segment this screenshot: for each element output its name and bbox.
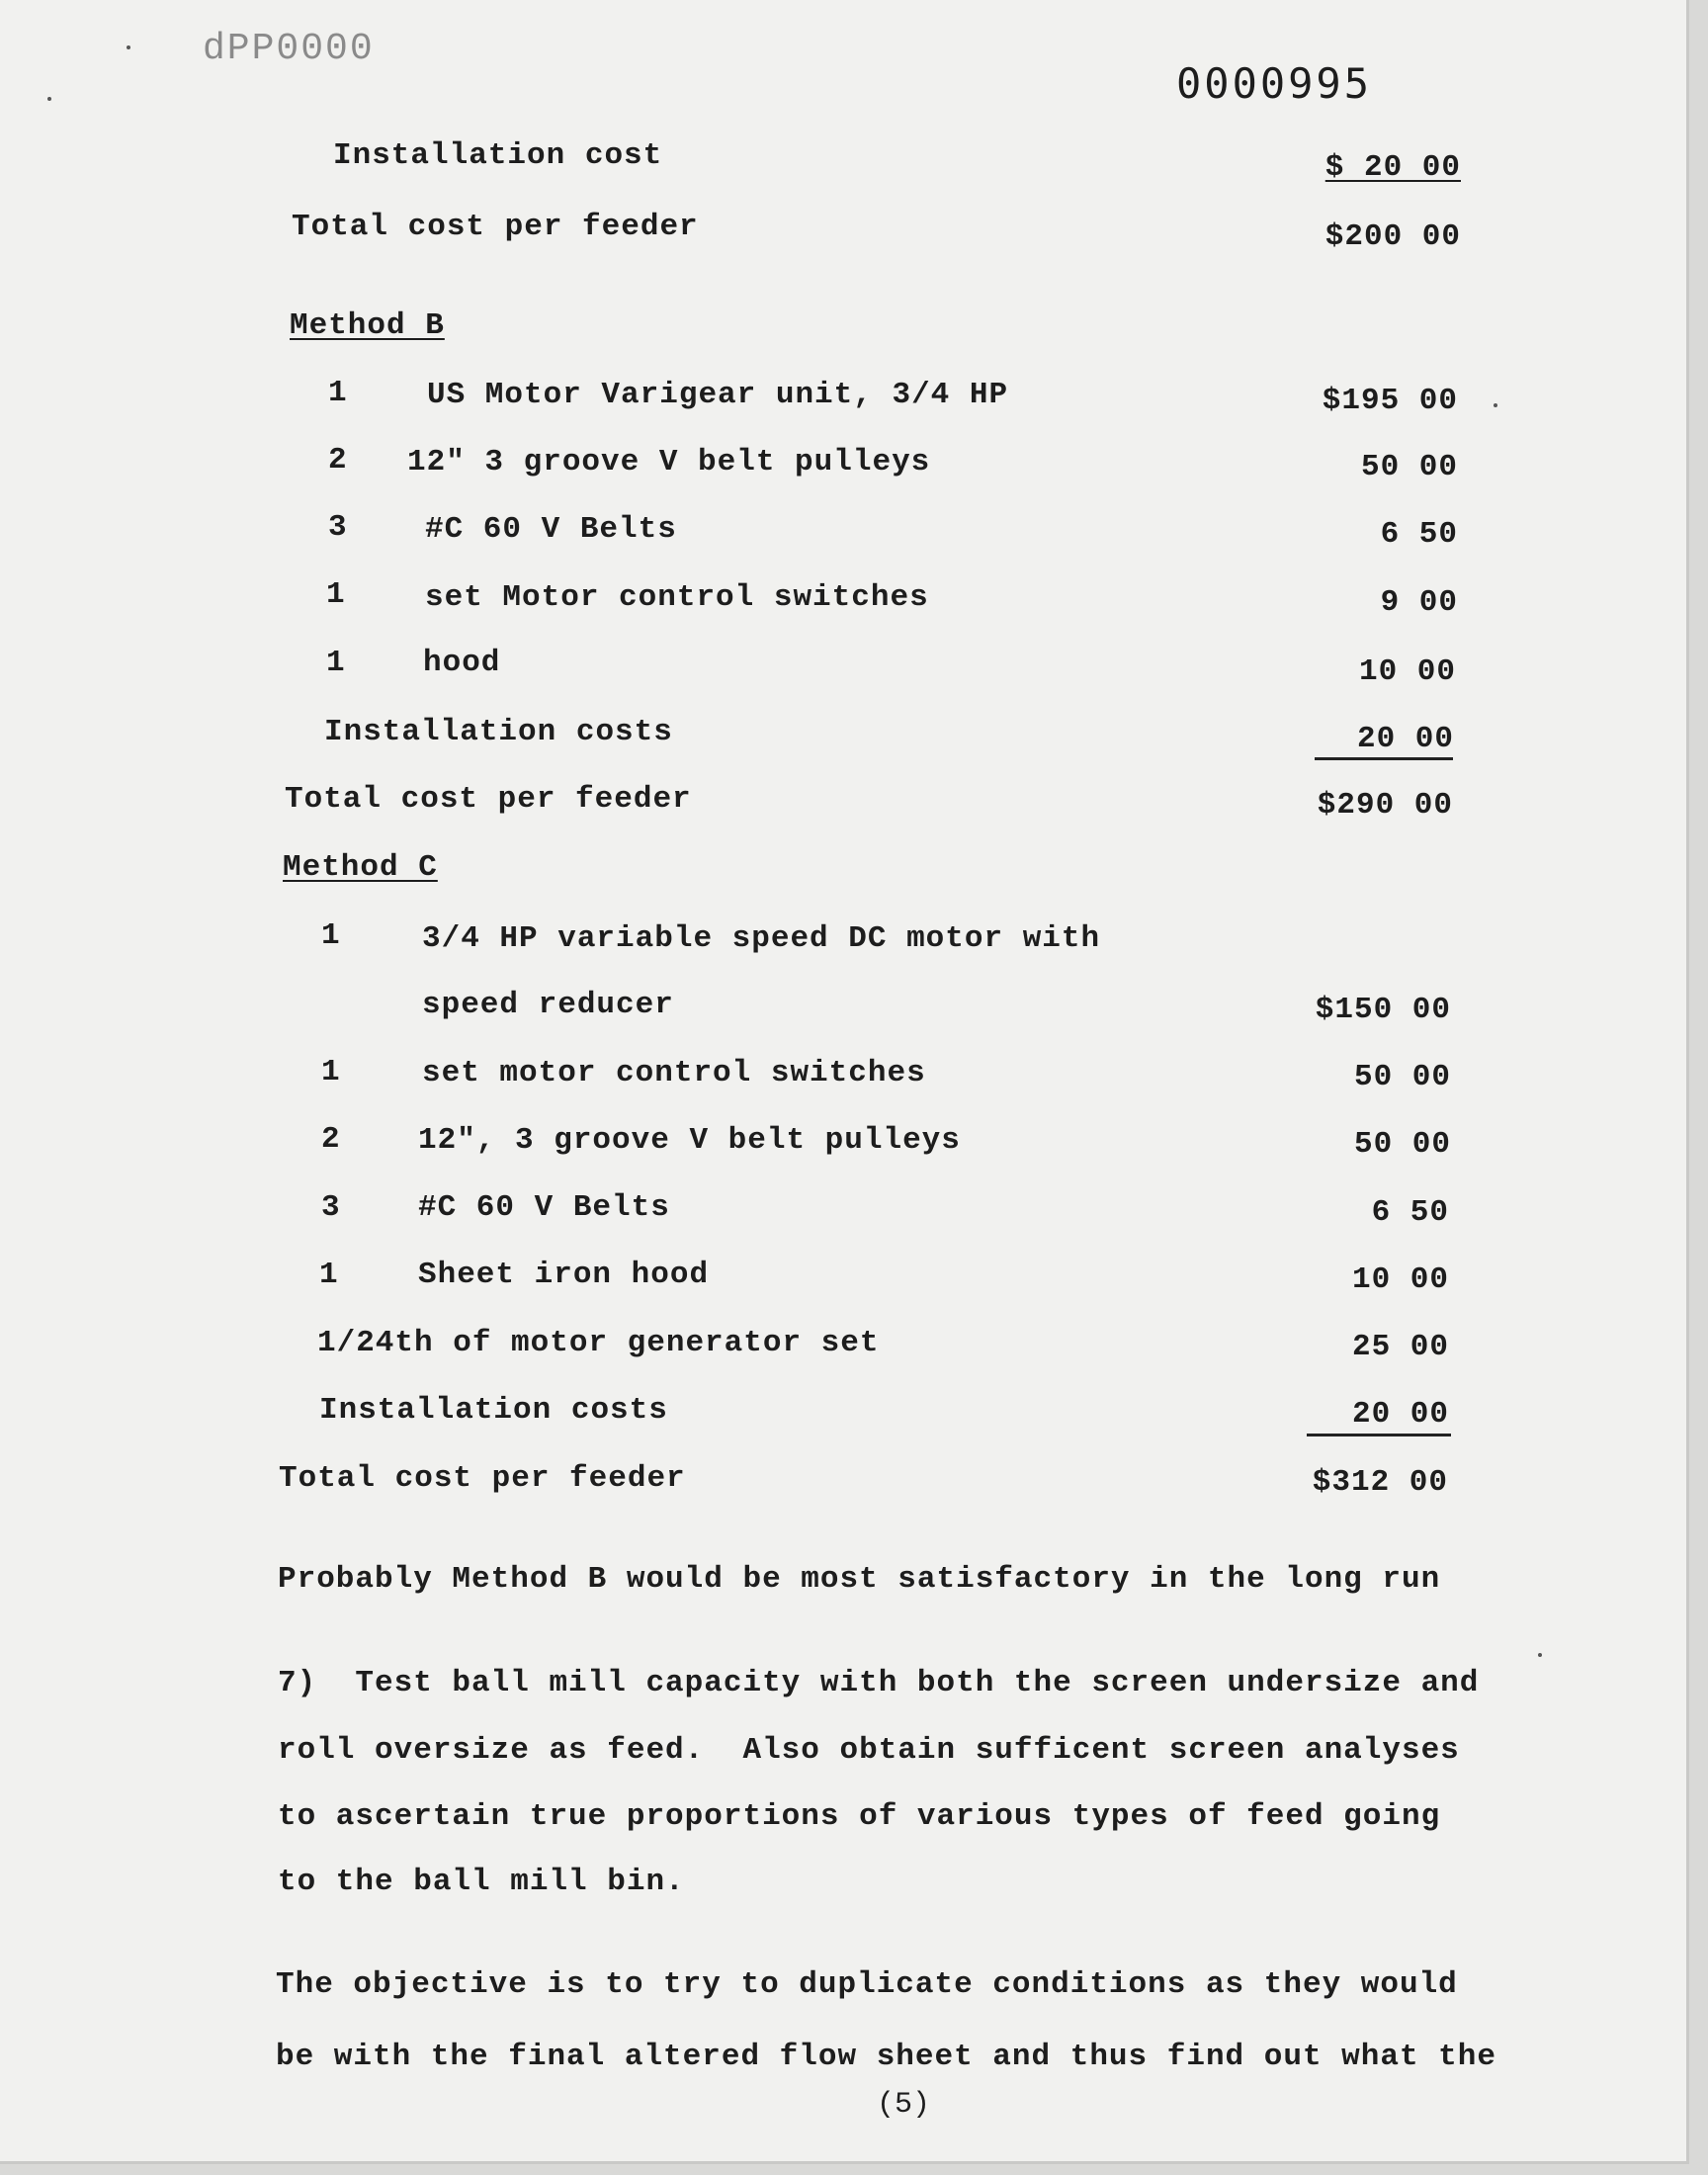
total-cost-label-a: Total cost per feeder [292, 210, 699, 244]
method-b-item-qty: 1 [328, 376, 348, 410]
conclusion-text: Probably Method B would be most satisfactory in the long run [278, 1562, 1441, 1597]
method-c-installation-amount: 20 00 [1351, 1397, 1449, 1432]
method-c-item-qty: 1 [321, 918, 341, 953]
method-c-motor-gen-amount: 25 00 [1351, 1330, 1449, 1364]
method-c-motor-gen-label: 1/24th of motor generator set [317, 1326, 880, 1360]
item7-line: to ascertain true proportions of various types of feed going [278, 1799, 1441, 1834]
method-c-item-desc-cont: speed reducer [422, 988, 674, 1022]
method-c-item-amount: 50 00 [1353, 1060, 1451, 1094]
method-c-heading: Method C [283, 850, 438, 885]
page-number: (5) [877, 2088, 931, 2122]
method-c-installation-label: Installation costs [319, 1393, 668, 1428]
method-c-item-qty: 1 [319, 1258, 339, 1292]
method-b-heading: Method B [290, 308, 445, 343]
method-c-total-amount: $312 00 [1312, 1465, 1448, 1500]
method-c-item-desc: 12", 3 groove V belt pulleys [418, 1123, 961, 1158]
method-c-item-qty: 3 [321, 1190, 341, 1225]
method-b-item-desc: set Motor control switches [425, 580, 929, 615]
method-c-item-amount: 10 00 [1351, 1262, 1449, 1297]
speck-mark [47, 97, 51, 101]
method-b-installation-amount: 20 00 [1356, 722, 1454, 756]
method-b-total-label: Total cost per feeder [285, 782, 692, 817]
method-b-item-desc: US Motor Varigear unit, 3/4 HP [427, 378, 1009, 412]
method-b-item-amount: 9 00 [1380, 585, 1458, 620]
method-b-item-amount: 50 00 [1360, 450, 1458, 484]
subtotal-rule [1307, 1434, 1451, 1436]
method-c-item-amount: $150 00 [1315, 993, 1451, 1027]
total-cost-amount-a: $200 00 [1324, 219, 1461, 254]
document-number: 0000995 [1176, 59, 1373, 108]
method-c-item-qty: 2 [321, 1122, 341, 1157]
objective-line: be with the final altered flow sheet and thus find out what the [276, 2040, 1496, 2074]
method-b-item-desc: 12" 3 groove V belt pulleys [407, 445, 931, 479]
method-c-item-qty: 1 [321, 1055, 341, 1089]
subtotal-rule [1315, 757, 1453, 760]
method-c-item-amount: 50 00 [1353, 1127, 1451, 1162]
method-b-item-desc: #C 60 V Belts [425, 512, 677, 547]
item7-line: roll oversize as feed. Also obtain sufficent screen analyses [278, 1733, 1460, 1768]
method-b-installation-label: Installation costs [324, 715, 673, 749]
objective-line: The objective is to try to duplicate conditions as they would [276, 1967, 1458, 2002]
method-c-item-desc: #C 60 V Belts [418, 1190, 670, 1225]
method-c-item-desc: Sheet iron hood [418, 1258, 710, 1292]
speck-mark [1538, 1653, 1542, 1657]
method-b-item-amount: $195 00 [1322, 384, 1458, 418]
method-b-item-qty: 2 [328, 443, 348, 478]
speck-mark [127, 45, 130, 49]
method-b-item-amount: 10 00 [1358, 654, 1456, 689]
item7-line: to the ball mill bin. [278, 1865, 685, 1899]
method-b-item-qty: 3 [328, 510, 348, 545]
method-b-item-desc: hood [423, 646, 501, 680]
method-b-item-qty: 1 [326, 646, 346, 680]
installation-cost-label: Installation cost [333, 138, 663, 173]
method-c-item-desc: 3/4 HP variable speed DC motor with [422, 921, 1101, 956]
stamp-text: dPP0000 [203, 28, 375, 70]
method-b-total-amount: $290 00 [1317, 788, 1453, 823]
installation-cost-amount: $ 20 00 [1324, 150, 1461, 185]
method-c-item-amount: 6 50 [1371, 1195, 1449, 1230]
item7-line: 7) Test ball mill capacity with both the screen undersize and [278, 1666, 1480, 1700]
speck-mark [1494, 403, 1497, 407]
method-c-total-label: Total cost per feeder [279, 1461, 686, 1496]
method-c-item-desc: set motor control switches [422, 1056, 926, 1090]
method-b-item-qty: 1 [326, 577, 346, 612]
method-b-item-amount: 6 50 [1380, 517, 1458, 552]
